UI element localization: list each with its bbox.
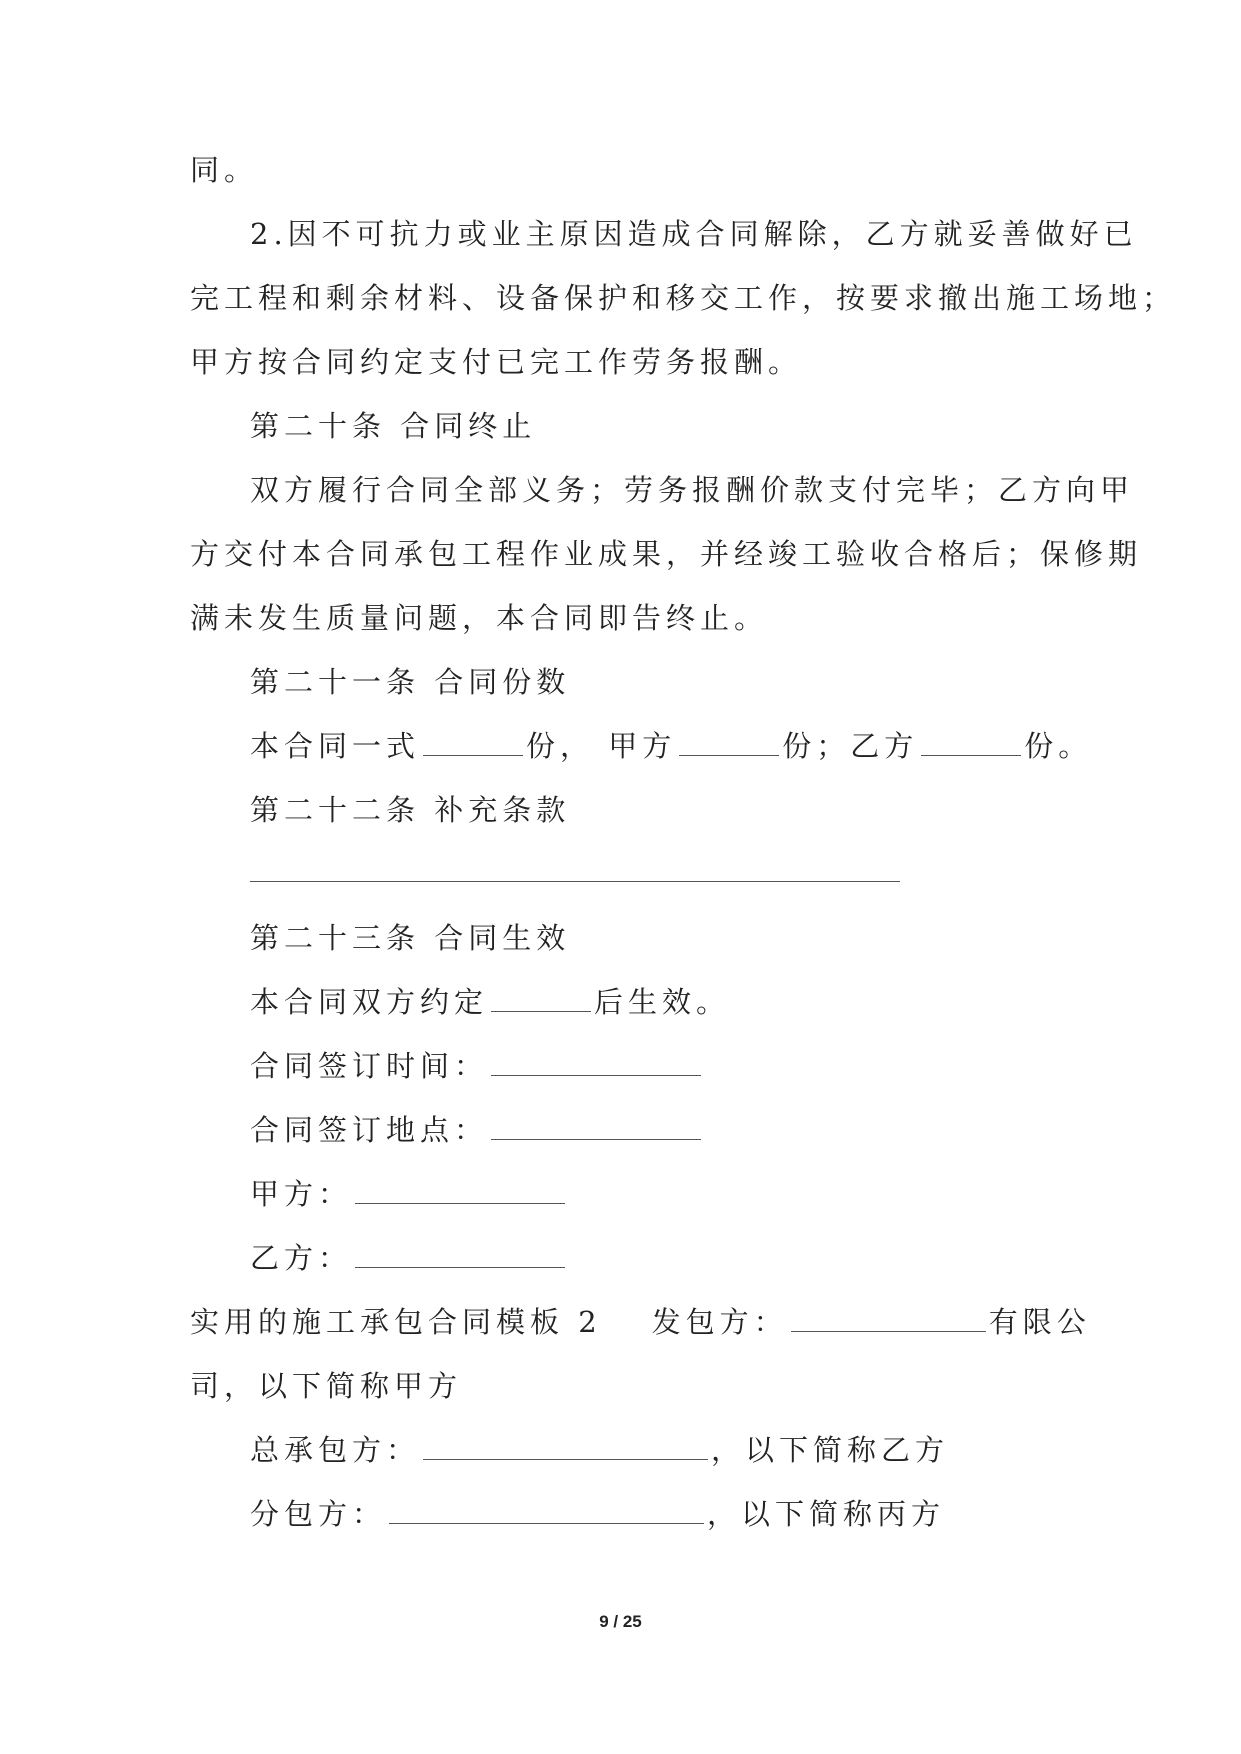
copies-total-blank[interactable] xyxy=(423,754,523,756)
subcontractor-line xyxy=(250,1494,945,1534)
effective-condition-blank[interactable] xyxy=(491,1010,591,1012)
employer-suffix: 有限公 xyxy=(988,1305,1091,1339)
paragraph-line: 2.因不可抗力或业主原因造成合同解除，乙方就妥善做好已 xyxy=(250,217,1138,251)
article-heading: 第二十条 合同终止 xyxy=(250,409,537,443)
party-b-blank[interactable] xyxy=(355,1266,565,1268)
template-2-line xyxy=(190,1302,1091,1342)
effective-line xyxy=(250,982,730,1022)
copies-party-a-blank[interactable] xyxy=(679,754,779,756)
signing-time-blank[interactable] xyxy=(491,1074,701,1076)
employer-label: 发包方： xyxy=(651,1305,788,1339)
signing-time-label: 合同签订时间： xyxy=(250,1049,489,1083)
article-heading: 第二十三条 合同生效 xyxy=(250,921,571,955)
employer-blank[interactable] xyxy=(791,1330,986,1332)
paragraph-line: 甲方按合同约定支付已完工作劳务报酬。 xyxy=(190,345,803,379)
template-2-title: 实用的施工承包合同模板 2 xyxy=(190,1305,602,1339)
paragraph-line: 方交付本合同承包工程作业成果，并经竣工验收合格后；保修期 xyxy=(190,537,1143,571)
signing-time-line xyxy=(250,1046,704,1086)
article-heading: 第二十一条 合同份数 xyxy=(250,665,571,699)
article-heading: 第二十二条 补充条款 xyxy=(250,793,571,827)
copies-text: 份；乙方 xyxy=(782,729,919,763)
signing-place-blank[interactable] xyxy=(491,1138,701,1140)
copies-line xyxy=(250,726,1092,766)
party-b-label: 乙方： xyxy=(250,1241,353,1275)
party-a-blank[interactable] xyxy=(355,1202,565,1204)
general-contractor-line xyxy=(250,1430,949,1470)
signing-place-label: 合同签订地点： xyxy=(250,1113,489,1147)
subcontractor-label: 分包方： xyxy=(250,1497,387,1531)
copies-text: 本合同一式 xyxy=(250,729,421,763)
general-contractor-suffix: ，以下简称乙方 xyxy=(711,1433,950,1467)
supplementary-terms-blank[interactable] xyxy=(250,880,900,882)
copies-text: 份， 甲方 xyxy=(526,729,677,763)
copies-text: 份。 xyxy=(1024,729,1093,763)
paragraph-line: 双方履行合同全部义务；劳务报酬价款支付完毕；乙方向甲 xyxy=(250,473,1135,507)
page-number: 9 / 25 xyxy=(599,1612,642,1631)
subcontractor-blank[interactable] xyxy=(389,1522,704,1524)
signing-place-line xyxy=(250,1110,704,1150)
general-contractor-label: 总承包方： xyxy=(250,1433,421,1467)
effective-text: 后生效。 xyxy=(594,985,731,1019)
effective-text: 本合同双方约定 xyxy=(250,985,489,1019)
party-a-label: 甲方： xyxy=(250,1177,353,1211)
party-a-line xyxy=(250,1174,568,1214)
copies-party-b-blank[interactable] xyxy=(921,754,1021,756)
general-contractor-blank[interactable] xyxy=(423,1458,708,1460)
paragraph-line: 同。 xyxy=(190,153,259,187)
paragraph-line: 司，以下简称甲方 xyxy=(190,1369,463,1403)
paragraph-line: 满未发生质量问题，本合同即告终止。 xyxy=(190,601,769,635)
subcontractor-suffix: ，以下简称丙方 xyxy=(707,1497,946,1531)
party-b-line xyxy=(250,1238,568,1278)
paragraph-line: 完工程和剩余材料、设备保护和移交工作，按要求撤出施工场地； xyxy=(190,281,1177,315)
